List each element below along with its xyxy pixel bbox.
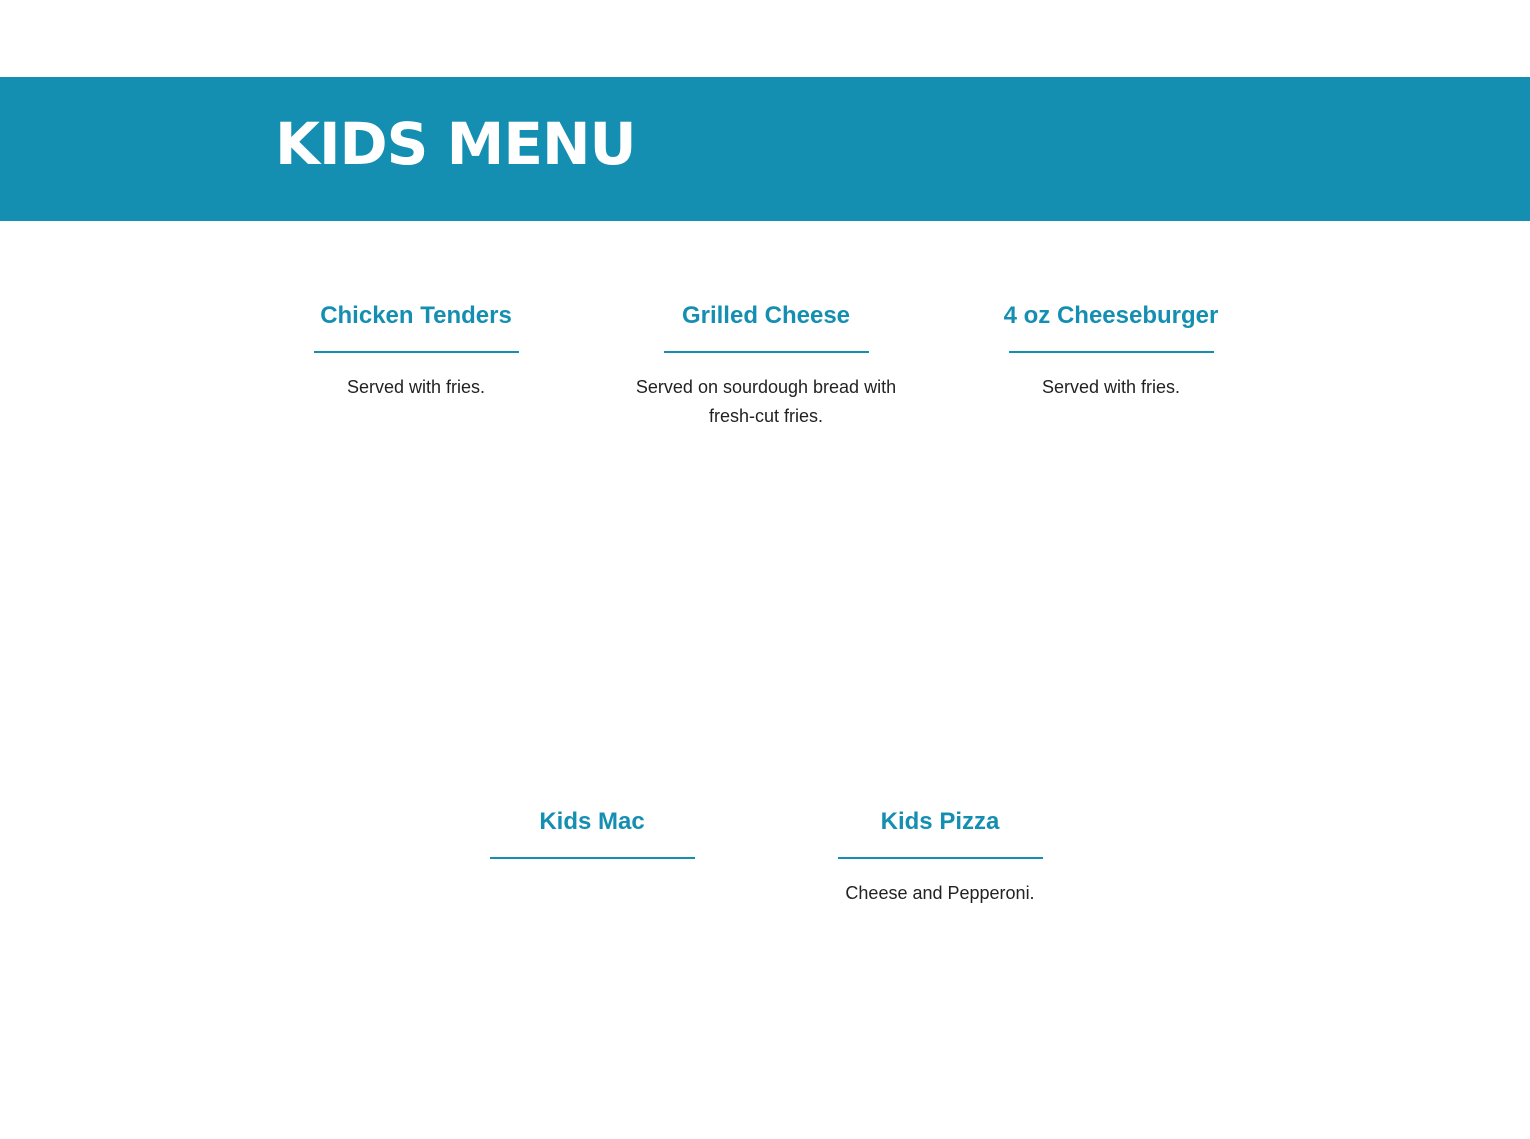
menu-item-kids-pizza xyxy=(790,804,1090,908)
menu-item-divider xyxy=(490,857,695,859)
menu-item-title: 4 oz Cheeseburger xyxy=(1003,302,1219,329)
menu-item-grilled-cheese xyxy=(616,298,916,431)
menu-item-chicken-tenders xyxy=(266,298,566,402)
menu-item-description: Cheese and Pepperoni. xyxy=(845,883,1035,903)
menu-item-divider xyxy=(838,857,1043,859)
menu-item-kids-mac xyxy=(442,804,742,879)
menu-item-cheeseburger xyxy=(961,298,1261,402)
menu-item-divider xyxy=(314,351,519,353)
menu-item-description: Served with fries. xyxy=(1041,377,1181,397)
menu-item-description: Served on sourdough bread with fresh-cut fries. xyxy=(635,377,897,426)
menu-item-title: Kids Mac xyxy=(539,808,645,835)
page-title: KIDS MENU xyxy=(275,110,636,178)
menu-item-title: Grilled Cheese xyxy=(681,302,851,329)
menu-item-title: Chicken Tenders xyxy=(320,302,512,329)
menu-item-divider xyxy=(664,351,869,353)
menu-item-divider xyxy=(1009,351,1214,353)
header-banner xyxy=(0,77,1530,221)
menu-item-title: Kids Pizza xyxy=(880,808,1000,835)
menu-item-description: Served with fries. xyxy=(346,377,486,397)
